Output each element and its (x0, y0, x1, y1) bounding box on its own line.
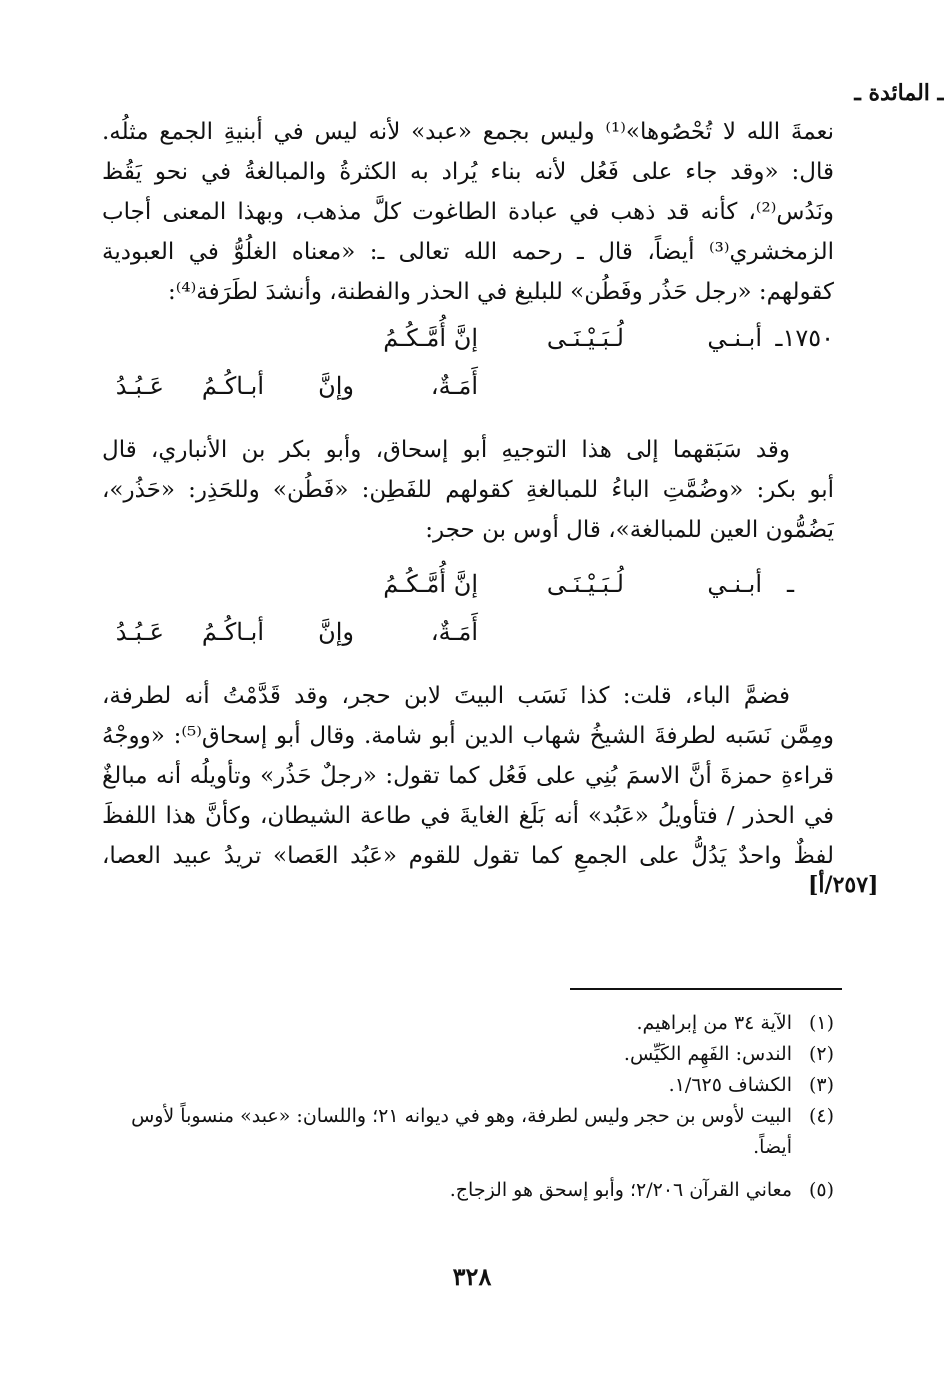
text-line: الزمخشري⁽³⁾ أيضاً، قال ـ رحمه الله تعالى ـ: «معناه الغلُوُّ في العبودية (102, 239, 834, 265)
footnote (102, 1008, 834, 1039)
footnote-separator (570, 988, 842, 990)
verse-word: لُـبَـيْـنَـى (546, 570, 624, 598)
text-line: في الحذر / فتأويلُ «عَبُد» أنه بَلَغ الغايةَ في طاعة الشيطان، وكأنَّ هذا اللفظَ (102, 803, 834, 829)
footnote (102, 1070, 834, 1101)
verse-word: أَمَـةٌ، (430, 372, 478, 400)
footnotes (102, 1008, 834, 1206)
verse-number: ١٧٥٠ـ (775, 324, 834, 352)
text-line: فضمَّ الباء، قلت: كذا نَسَب البيتَ لابن حجر، وقد قَدَّمْتُ أنه لطرفة، (102, 683, 790, 709)
verse-word: أَمَـةٌ، (430, 618, 478, 646)
paragraph (102, 112, 834, 312)
verse-second-hemistich (102, 606, 834, 654)
text-line: يَضُمُّون العين للمبالغة»، قال أوس بن حجر: (425, 517, 834, 543)
paragraph (102, 430, 834, 550)
footnote (102, 1039, 834, 1070)
verse-number: ـ (786, 570, 794, 598)
footnote (102, 1101, 834, 1163)
text-line: ومِمَّن نَسَبه لطرفةَ الشيخُ شهاب الدين أبو شامة. وقال أبو إسحاق⁽⁵⁾: «ووجْهُ (102, 723, 834, 749)
margin-folio-reference: [٢٥٧/أ] (808, 872, 879, 898)
text-line: ونَدُس⁽²⁾، كأنه قد ذهب في عبادة الطاغوت كلَّ مذهب، وبهذا المعنى أجاب (102, 199, 834, 225)
verse-word: إنَّ أُمَّـكُـمُ (383, 324, 478, 352)
verse-word: لُـبَـيْـنَـى (546, 324, 624, 352)
verse-first-hemistich (102, 558, 834, 606)
text-line: قراءةِ حمزةَ أنَّ الاسمَ بُنِي على فَعُل كما تقول: «رجلٌ حَذُر» وتأويلُه أنه مبالغٌ (102, 763, 834, 789)
verse-word: أبـنـي (707, 324, 762, 352)
page-number: ٣٢٨ (452, 1262, 492, 1291)
footnote-number: (٢) (808, 1043, 834, 1065)
verse-word: أبـاكُـمُ (201, 372, 264, 400)
text-line: أبو بكر: «وضُمَّتِ الباءُ للمبالغةِ كقولهم للفَطِن: «فَطُن» وللحَذِر: «حَذُر»، (102, 477, 834, 503)
footnote-number: (٣) (808, 1074, 834, 1096)
verse-word: أبـاكُـمُ (201, 618, 264, 646)
footnote-text: البيت لأوس بن حجر وليس لطرفة، وهو في ديوانه ٢١؛ واللسان: «عبد» منسوباً لأوس أيضاً. (131, 1105, 792, 1158)
footnote (102, 1175, 834, 1206)
verse-word: عَـبُـدُ (115, 372, 164, 400)
footnote-text: الندس: الفَهِم الكَيِّس. (623, 1043, 792, 1065)
text-line: لفظٌ واحدٌ يَدُلُّ على الجمعِ كما تقول للقوم «عَبُد العَصا» تريدُ عبيد العصا، (102, 843, 834, 869)
verse-word: أبـنـي (707, 570, 762, 598)
footnote-number: (٤) (808, 1105, 834, 1127)
footnote-text: الكشاف ١/٦٢٥. (668, 1074, 792, 1096)
text-line: وقد سَبَقهما إلى هذا التوجيهِ أبو إسحاق، وأبو بكر بن الأنباري، قال (102, 437, 790, 463)
verse-word: عَـبُـدُ (115, 618, 164, 646)
main-text (102, 112, 834, 876)
verse-word: إنَّ أُمَّـكُـمُ (383, 570, 478, 598)
verse-first-hemistich (102, 312, 834, 360)
text-line: كقولهم: «رجل حَذُر وفَطُن» للبليغ في الحذر والفطنة، وأنشدَ لطَرَفة⁽⁴⁾: (167, 279, 834, 305)
verse-second-hemistich (102, 360, 834, 408)
paragraph (102, 676, 834, 876)
footnote-number: (١) (808, 1012, 834, 1034)
footnote-number: (٥) (808, 1179, 834, 1201)
text-line: قال: «وقد جاء على فَعُل لأنه بناء يُراد به الكثرةُ والمبالغةُ في نحو يَقُظ (102, 159, 834, 185)
text-line: نعمةَ الله لا تُحْصُوها»⁽¹⁾ وليس بجمع «عبد» لأنه ليس في أبنيةِ الجمع مثلُه. (102, 119, 834, 145)
verse-word: وإنَّ (318, 618, 354, 646)
footnote-text: معاني القرآن ٢/٢٠٦؛ وأبو إسحق هو الزجاج. (449, 1179, 792, 1201)
running-head: ـ المائدة ـ (854, 80, 944, 106)
verse-word: وإنَّ (318, 372, 354, 400)
footnote-text: الآية ٣٤ من إبراهيم. (636, 1012, 792, 1034)
